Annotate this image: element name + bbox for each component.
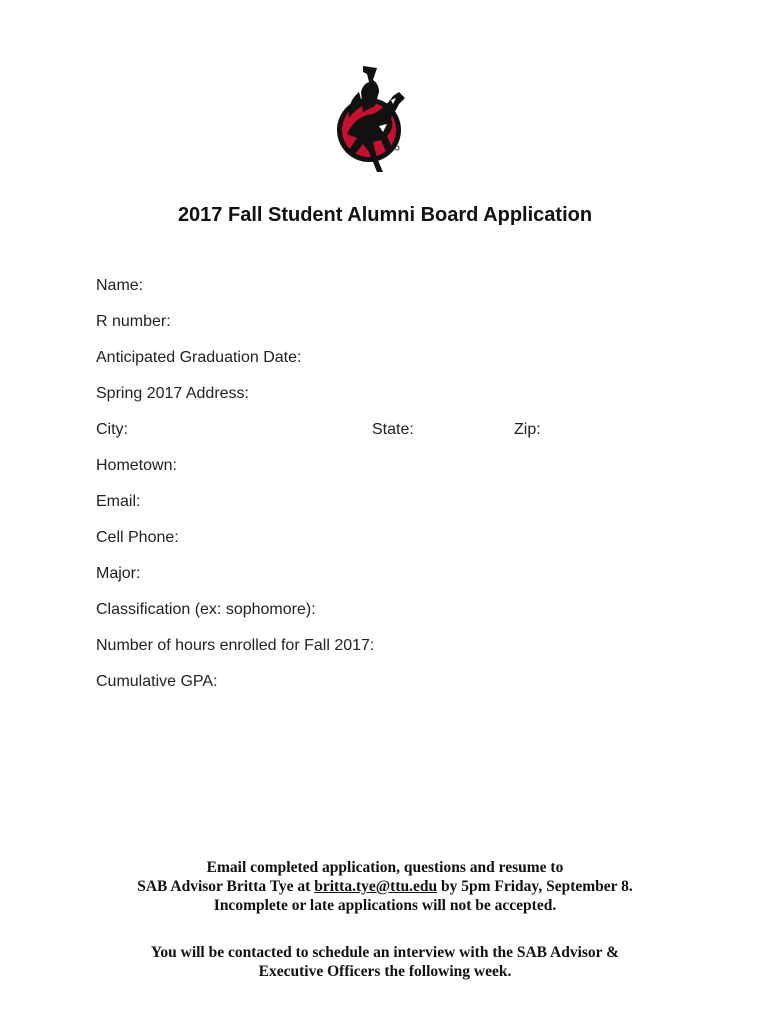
footer-line-2 bbox=[0, 877, 770, 896]
cell-phone-label: Cell Phone: bbox=[96, 529, 179, 546]
address-label: Spring 2017 Address: bbox=[96, 385, 249, 402]
major-label: Major: bbox=[96, 565, 141, 582]
footer-line-1: Email completed application, questions and resume to bbox=[206, 859, 564, 876]
zip-label: Zip: bbox=[514, 421, 541, 438]
classification-label: Classification (ex: sophomore): bbox=[96, 601, 316, 618]
page-title: 2017 Fall Student Alumni Board Application bbox=[177, 204, 593, 226]
footer-line-5: Executive Officers the following week. bbox=[258, 963, 512, 980]
footer-line-2-post: by 5pm Friday, September 8. bbox=[437, 878, 633, 895]
gpa-label: Cumulative GPA: bbox=[96, 673, 218, 690]
state-label: State: bbox=[372, 421, 414, 438]
footer-line-3: Incomplete or late applications will not be accepted. bbox=[213, 897, 557, 914]
masked-rider-logo bbox=[333, 62, 413, 174]
name-label: Name: bbox=[96, 277, 144, 294]
footer-line-2-pre: SAB Advisor Britta Tye at bbox=[137, 878, 315, 895]
footer-instructions bbox=[0, 858, 770, 915]
footer-interview-note bbox=[0, 943, 770, 981]
r-number-label: R number: bbox=[96, 313, 171, 330]
hometown-label: Hometown: bbox=[96, 457, 177, 474]
graduation-date-label: Anticipated Graduation Date: bbox=[96, 349, 302, 366]
city-label: City: bbox=[96, 421, 128, 438]
hours-enrolled-label: Number of hours enrolled for Fall 2017: bbox=[96, 637, 375, 654]
advisor-email-link[interactable]: britta.tye@ttu.edu bbox=[314, 878, 438, 895]
email-label: Email: bbox=[96, 493, 141, 510]
footer-line-4: You will be contacted to schedule an interview with the SAB Advisor & bbox=[150, 944, 620, 961]
